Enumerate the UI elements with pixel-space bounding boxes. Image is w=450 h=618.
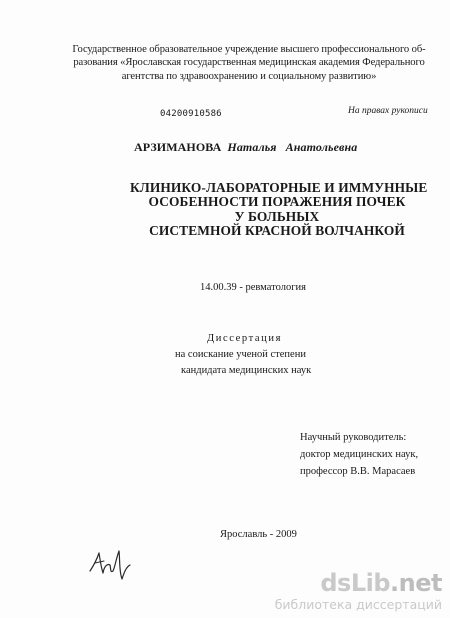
author-surname: АРЗИМАНОВА (134, 140, 222, 154)
watermark-subtitle: библиотека диссертаций (274, 597, 442, 612)
degree-block (175, 331, 375, 379)
advisor-line: доктор медицинских наук, (300, 449, 419, 460)
specialty-code: 14.00.39 - ревматология (200, 282, 306, 293)
inventory-number: 04200910586 (160, 109, 222, 119)
degree-line: на соискание ученой степени (175, 349, 306, 360)
watermark-brand (275, 570, 442, 596)
degree-line: кандидата медицинских наук (181, 365, 312, 376)
author-given-name: Наталья Анатольевна (227, 140, 358, 154)
watermark (275, 570, 442, 612)
advisor-line: профессор В.В. Марасаев (300, 466, 416, 477)
author-name (134, 140, 357, 155)
title-line: КЛИНИКО-ЛАБОРАТОРНЫЕ И ИММУННЫЕ (130, 180, 428, 195)
institution-line: разования «Ярославская государственная медицинская академия Федерального (73, 57, 425, 69)
institution-line: агентства по здравоохранению и социальному развитию» (121, 70, 377, 82)
watermark-brand-tld: .net (390, 569, 442, 597)
institution-line: Государственное образовательное учреждение высшего профессионального об- (72, 44, 426, 55)
signature-image (86, 537, 136, 587)
advisor-block (300, 429, 418, 480)
watermark-brand-main: dsLib (320, 569, 391, 597)
title-line: СИСТЕМНОЙ КРАСНОЙ ВОЛЧАНКОЙ (149, 223, 405, 239)
document-type: Диссертация (207, 333, 283, 344)
institution-header (62, 43, 436, 83)
rights-note: На правах рукописи (348, 106, 428, 116)
title-line: У БОЛЬНЫХ (234, 208, 320, 224)
city-year: Ярославль - 2009 (220, 529, 297, 540)
advisor-line: Научный руководитель: (300, 432, 407, 443)
dissertation-title (130, 180, 428, 239)
title-line: ОСОБЕННОСТИ ПОРАЖЕНИЯ ПОЧЕК (148, 194, 406, 210)
